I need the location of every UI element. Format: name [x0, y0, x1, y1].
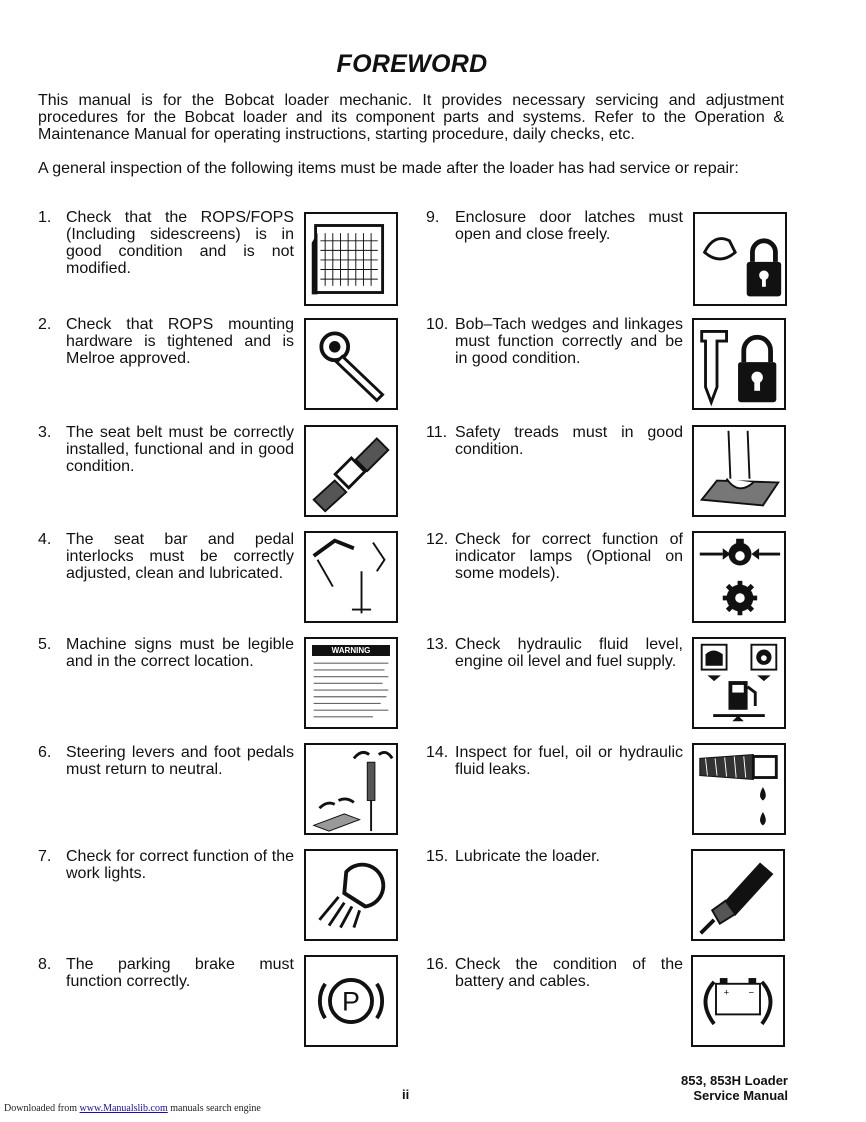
item-text: Check for correct function of the work lights. [66, 848, 294, 882]
inspection-lead-text: A general inspection of the following items must be made after the loader has had service or repair: [38, 160, 739, 177]
item-number: 4. [38, 531, 52, 548]
intro-paragraph [38, 92, 784, 143]
item-number: 7. [38, 848, 52, 865]
item-number: 6. [38, 744, 52, 761]
page-number: ii [402, 1087, 410, 1102]
item-text: Steering levers and foot pedals must return to neutral. [66, 744, 294, 778]
parking-brake-icon [304, 955, 398, 1047]
item-text: Check for correct function of indicator lamps (Optional on some models). [455, 531, 683, 582]
item-text: Check hydraulic fluid level, engine oil level and fuel supply. [455, 636, 683, 670]
wedge-lock-icon [692, 318, 786, 410]
footer-model [681, 1073, 788, 1103]
page-title: FOREWORD [336, 50, 488, 78]
steering-lever-icon [304, 743, 398, 835]
item-text: Check that ROPS mounting hardware is tightened and is Melroe approved. [66, 316, 294, 367]
svg-text:−: − [748, 987, 755, 999]
footer-model-text: 853, 853H Loader [681, 1073, 788, 1088]
item-text: Safety treads must in good condition. [455, 424, 683, 458]
item-number: 5. [38, 636, 52, 653]
intro-text: This manual is for the Bobcat loader mechanic. It provides necessary servicing and adjustment procedures for the Bobcat loader and its component parts and systems. Refer to the Operation & Maintenance Manual for operating instructions, starting procedure, daily checks, etc. [38, 92, 784, 143]
manualslib-link[interactable]: www.Manualslib.com [79, 1103, 168, 1114]
wrench-icon [304, 318, 398, 410]
item-number: 2. [38, 316, 52, 333]
item-number: 3. [38, 424, 52, 441]
item-text: Inspect for fuel, oil or hydraulic fluid leaks. [455, 744, 683, 778]
item-number: 14. [426, 744, 449, 761]
item-number: 9. [426, 209, 440, 226]
item-number: 8. [38, 956, 52, 973]
battery-icon [691, 955, 785, 1047]
rops-cab-icon [304, 212, 398, 306]
item-number: 1. [38, 209, 52, 226]
inspection-lead [38, 160, 784, 177]
download-notice [4, 1103, 261, 1114]
svg-text:P: P [342, 986, 360, 1017]
seat-belt-icon [304, 425, 398, 517]
warning-label: WARNING [312, 645, 390, 656]
item-text: Machine signs must be legible and in the correct location. [66, 636, 294, 670]
item-text: Lubricate the loader. [455, 848, 600, 865]
item-text: The seat bar and pedal interlocks must be correctly adjusted, clean and lubricated. [66, 531, 294, 582]
seat-bar-icon [304, 531, 398, 623]
item-number: 11. [426, 424, 448, 441]
work-light-icon [304, 849, 398, 941]
item-number: 10. [426, 316, 449, 333]
svg-text:+: + [723, 987, 730, 999]
item-number: 16. [426, 956, 449, 973]
item-text: Enclosure door latches must open and close freely. [455, 209, 683, 243]
item-text: The parking brake must function correctly. [66, 956, 294, 990]
download-prefix: Downloaded from [4, 1103, 78, 1114]
door-latch-lock-icon [693, 212, 787, 306]
footer-manual-text: Service Manual [693, 1088, 788, 1103]
item-number: 12. [426, 531, 449, 548]
item-text: Bob–Tach wedges and linkages must function correctly and be in good condition. [455, 316, 683, 367]
fluid-leak-icon [692, 743, 786, 835]
grease-gun-icon [691, 849, 785, 941]
fluid-level-icon [692, 637, 786, 729]
item-text: Check the condition of the battery and cables. [455, 956, 683, 990]
item-number: 15. [426, 848, 449, 865]
warning-sign-icon [304, 637, 398, 729]
indicator-lamp-icon [692, 531, 786, 623]
item-text: The seat belt must be correctly installed, functional and in good condition. [66, 424, 294, 475]
download-suffix: manuals search engine [170, 1103, 261, 1114]
safety-tread-icon [692, 425, 786, 517]
item-text: Check that the ROPS/FOPS (Including sidescreens) is in good condition and is not modified. [66, 209, 294, 277]
item-number: 13. [426, 636, 449, 653]
